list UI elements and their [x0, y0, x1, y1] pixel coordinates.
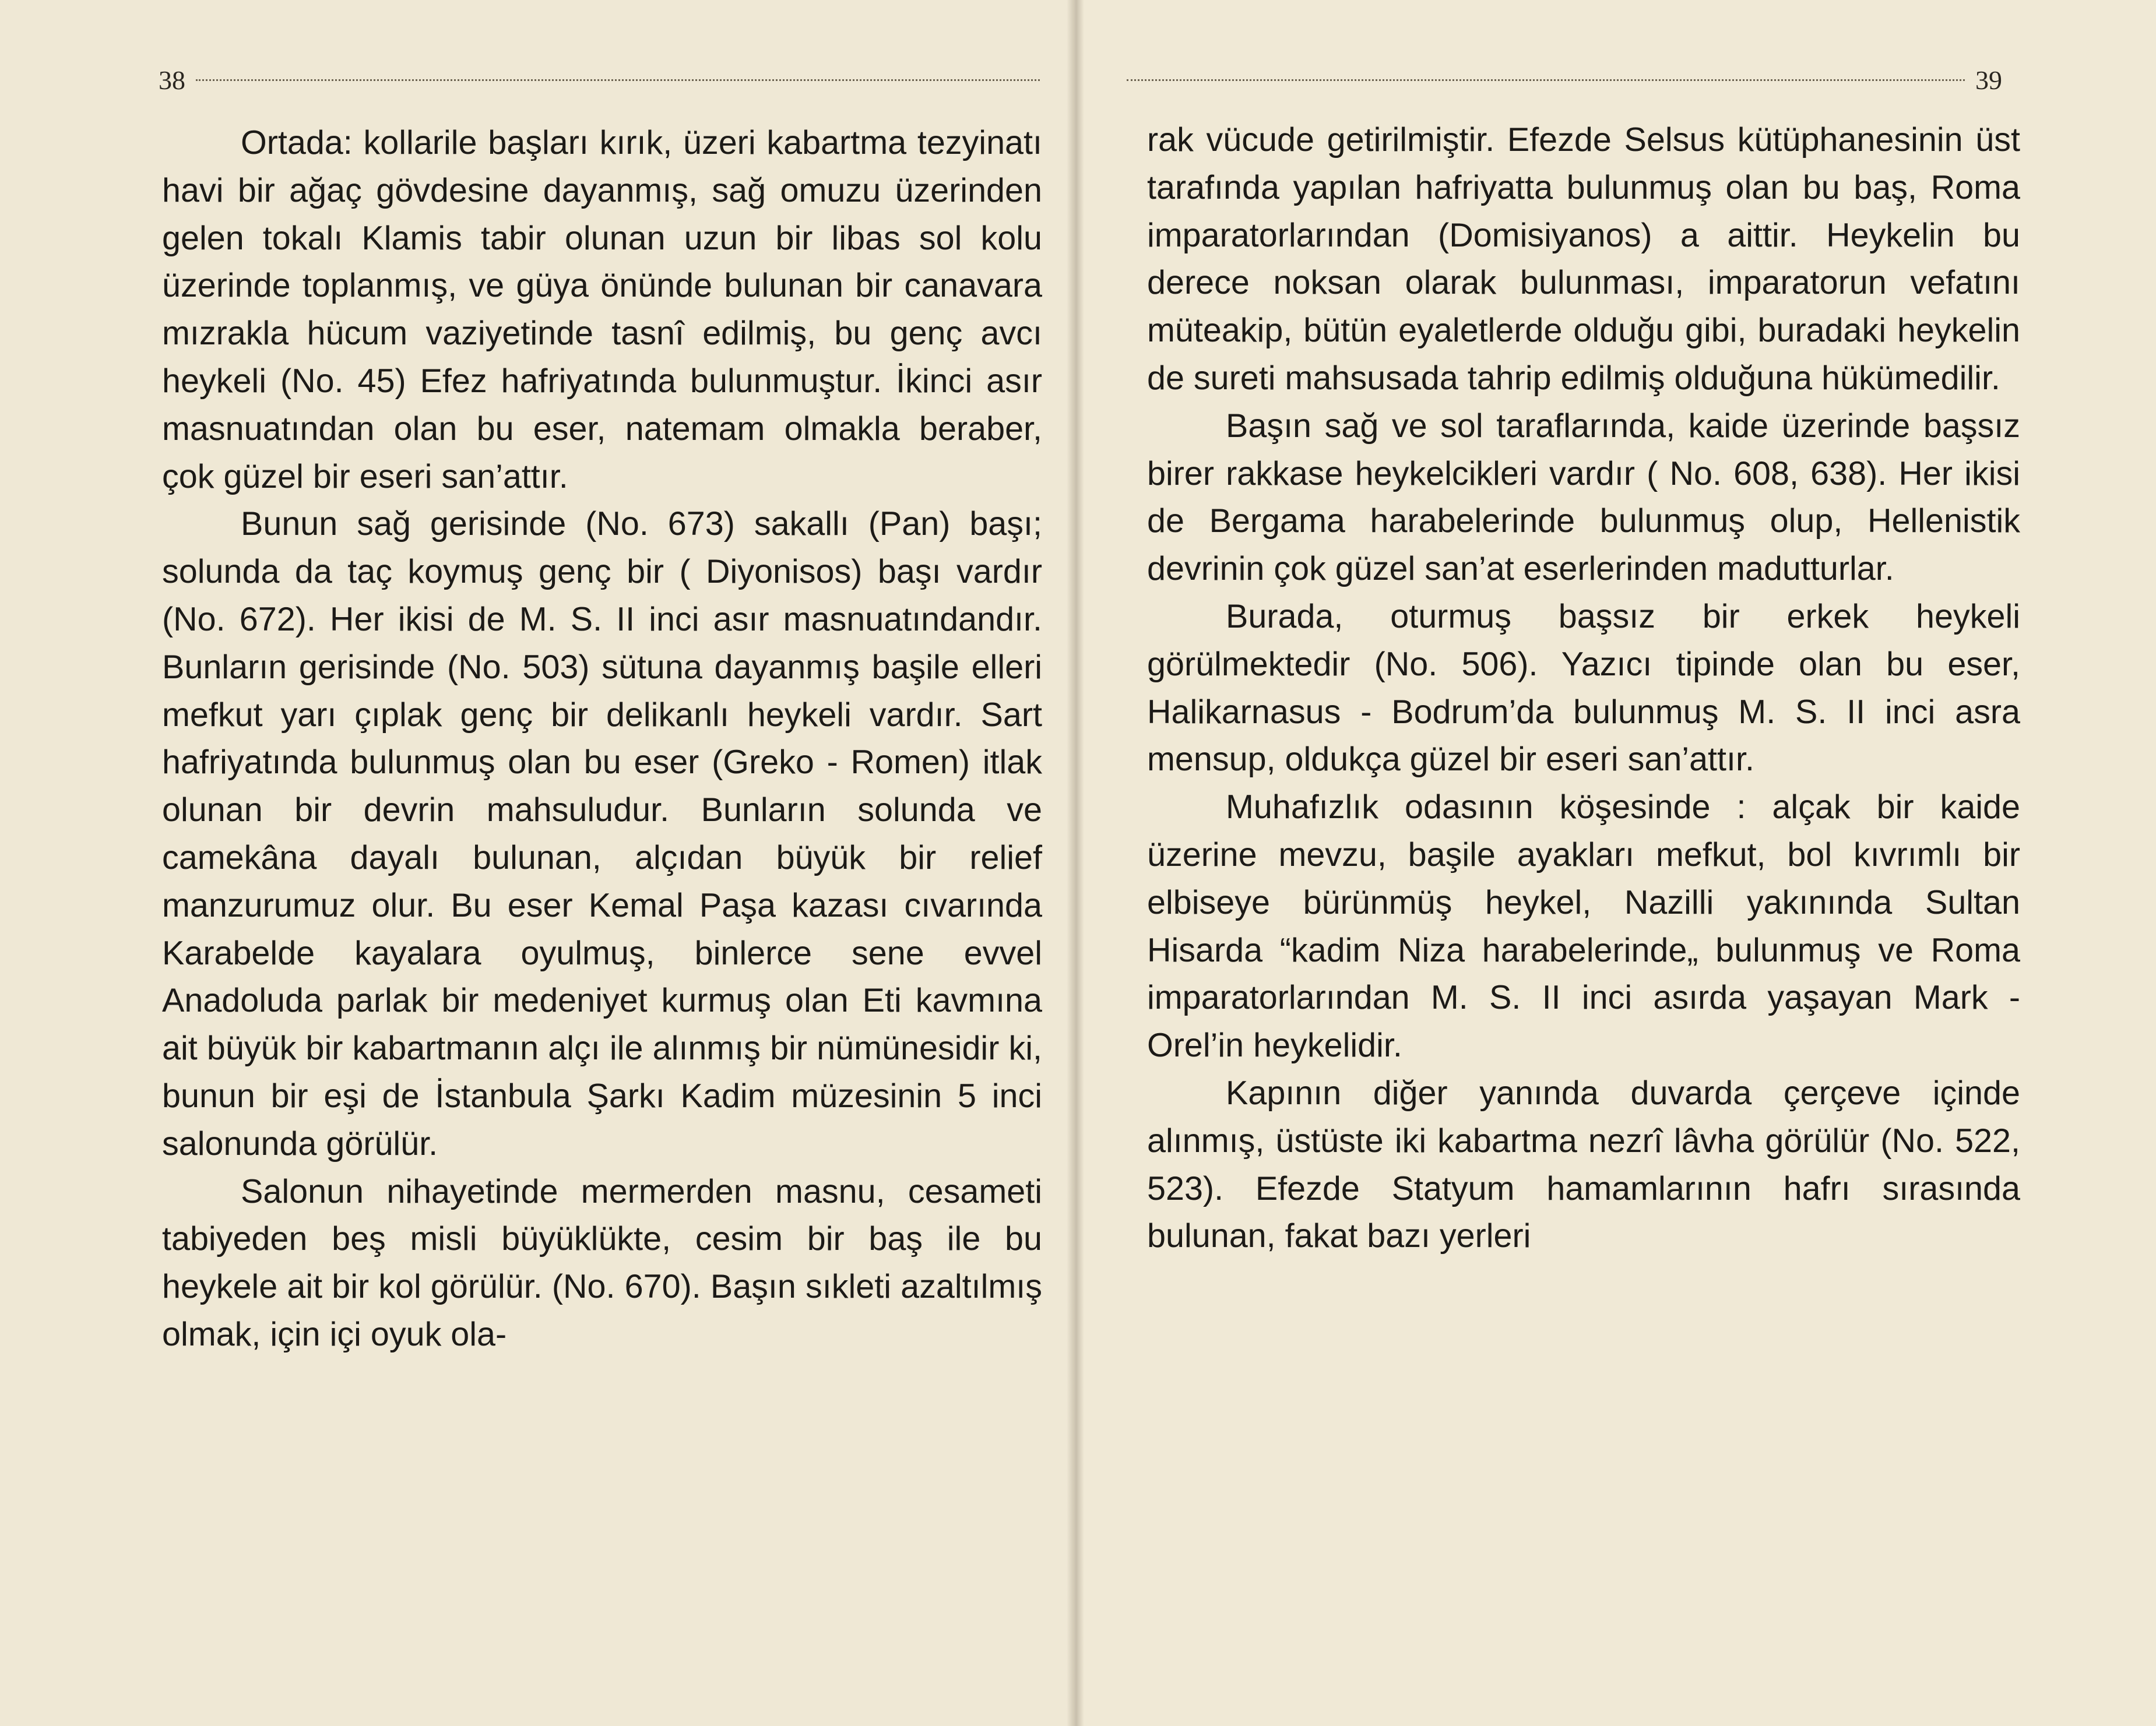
paragraph: Bunun sağ gerisinde (No. 673) sakallı (Pan) başı; solunda da taç koymuş genç bir ( Diyonisos) başı vardır (No. 672). Her ikisi de M. S. II inci asır masnuatındandır. Bunların gerisinde (No. 503) sütuna dayanmış başile elleri mefkut yarı çıplak genç bir delikanlı heykeli vardır. Sart hafriyatında bulunmuş olan bu eser (Greko - Romen) itlak olunan bir devrin mahsuludur. Bunların solunda ve camekâna dayalı bulunan, alçıdan büyük bir relief manzurumuz olur. Bu eser Kemal Paşa kazası cıvarında Karabelde kayalara oyulmuş, binlerce sene evvel Anadoluda parlak bir medeniyet kurmuş olan Eti kavmına ait büyük bir kabartmanın alçı ile alınmış bir nümünesidir ki, bunun bir eşi de İstanbula Şarkı Kadim müzesinin 5 inci salonunda görülür.: [162, 505, 1042, 1163]
page-number-right: 39: [1975, 65, 2002, 95]
page-number-left: 38: [159, 65, 185, 95]
header-dotted-rule-right: [1127, 79, 1965, 81]
header-dotted-rule-left: [196, 79, 1040, 81]
right-page-header: [1116, 59, 2002, 100]
paragraph: Burada, oturmuş başsız bir erkek heykeli görülmektedir (No. 506). Yazıcı tipinde olan bu eser, Halikarnasus - Bodrum’da bulunmuş M. S. II inci asra mensup, oldukça güzel bir eseri san’attır.: [1147, 597, 2020, 779]
paragraph: rak vücude getirilmiştir. Efezde Selsus kütüphanesinin üst tarafında yapılan hafriyatta bulunmuş olan bu baş, Roma imparatorlarından (Domisiyanos) a aittir. Heykelin bu derece noksan olarak bulunması, imparatorun vefatını müteakip, bütün eyaletlerde olduğu gibi, buradaki heykelin de sureti mahsusada tahrip edilmiş olduğuna hükümedilir.: [1147, 121, 2020, 397]
right-page-body: [1147, 117, 2020, 1260]
paragraph: Başın sağ ve sol taraflarında, kaide üzerinde başsız birer rakkase heykelcikleri vardır ( No. 608, 638). Her ikisi de Bergama harabelerinde bulunmuş olup, Hellenistik devrinin çok güzel san’at eserlerinden madutturlar.: [1147, 407, 2020, 588]
left-page-body: [162, 119, 1042, 1359]
paragraph: Ortada: kollarile başları kırık, üzeri kabartma tezyinatı havi bir ağaç gövdesine dayanmış, sağ omuzu üzerinden gelen tokalı Klamis tabir olunan uzun bir libas sol kolu üzerinde toplanmış, ve güya önünde bulunan bir canavara mızrakla hücum vaziyetinde tasnî edilmiş, bu genç avcı heykeli (No. 45) Efez hafriyatında bulunmuştur. İkinci asır masnuatından olan bu eser, natemam olmakla beraber, çok güzel bir eseri san’attır.: [162, 124, 1042, 495]
book-gutter: [1067, 0, 1084, 1726]
paragraph: Salonun nihayetinde mermerden masnu, cesameti tabiyeden beş misli büyüklükte, cesim bir baş ile bu heykele ait bir kol görülür. (No. 670). Başın sıkleti azaltılmış olmak, için içi oyuk ola-: [162, 1172, 1042, 1353]
left-page-header: [159, 59, 1050, 100]
paragraph: Muhafızlık odasının köşesinde : alçak bir kaide üzerine mevzu, başile ayakları mefkut, bol kıvrımlı bir elbiseye bürünmüş heykel, Nazilli yakınında Sultan Hisarda “kadim Niza harabelerinde„ bulunmuş ve Roma imparatorlarından M. S. II inci asırda yaşayan Mark - Orel’in heykelidir.: [1147, 788, 2020, 1065]
paragraph: Kapının diğer yanında duvarda çerçeve içinde alınmış, üstüste iki kabartma nezrî lâvha görülür (No. 522, 523). Efezde Statyum hamamlarının hafrı sırasında bulunan, fakat bazı yerleri: [1147, 1074, 2020, 1255]
